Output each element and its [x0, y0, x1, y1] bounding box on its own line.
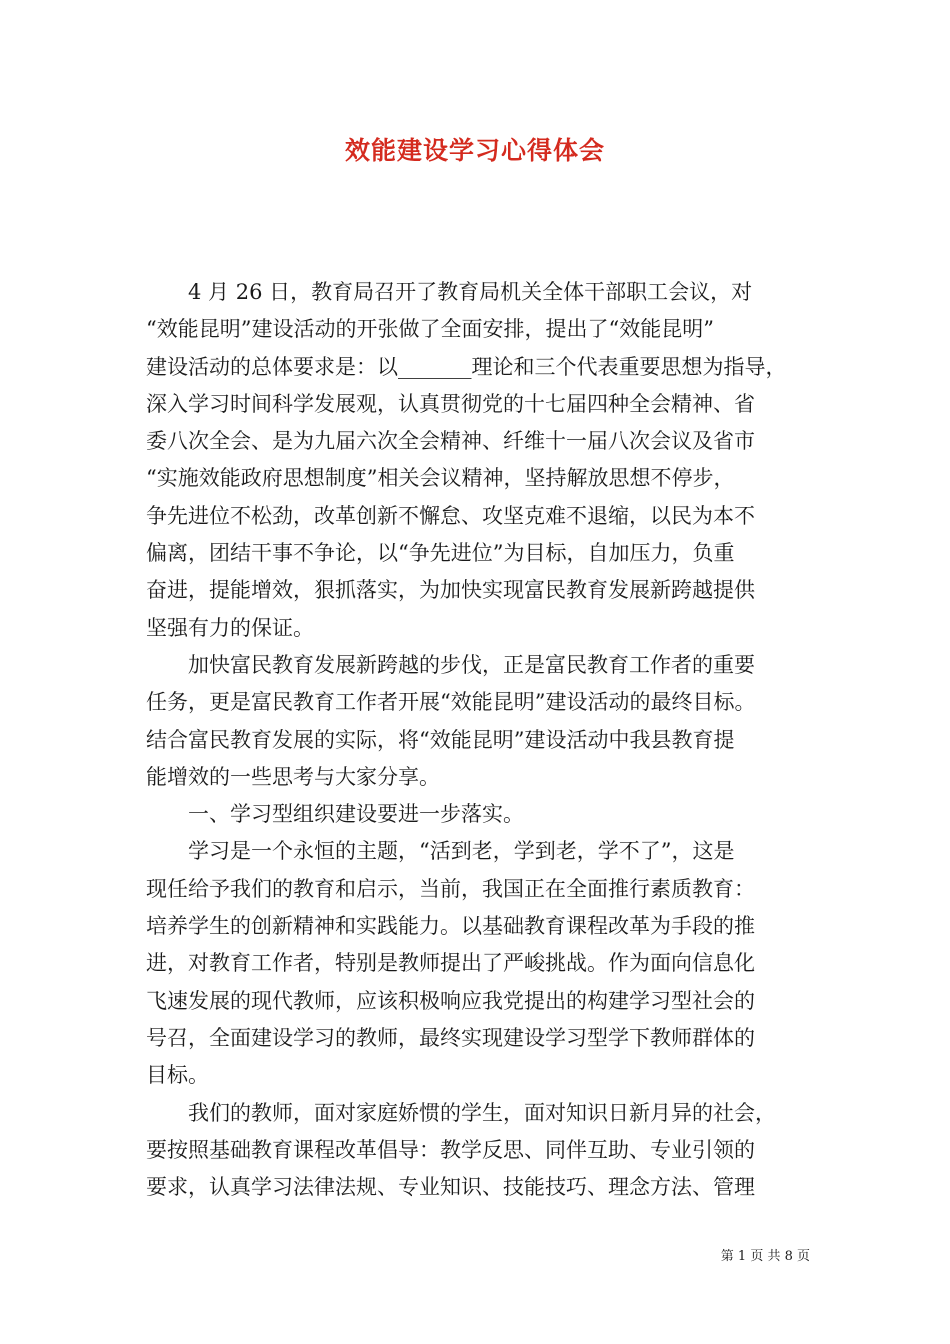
text-line: 加快富民教育发展新跨越的步伐，正是富民教育工作者的重要 — [146, 652, 755, 677]
text-line: 能增效的一些思考与大家分享。 — [146, 764, 440, 789]
document-body — [146, 274, 808, 1206]
text-line: 我们的教师，面对家庭娇惯的学生，面对知识日新月异的社会， — [146, 1100, 776, 1125]
text-line: 奋进，提能增效，狠抓落实，为加快实现富民教育发展新跨越提供 — [146, 578, 755, 603]
page-footer: 第 1 页 共 8 页 — [720, 1249, 810, 1264]
document-title: 效能建设学习心得体会 — [344, 136, 605, 165]
text-line: 要按照基础教育课程改革倡导：教学反思、同伴互助、专业引领的 — [146, 1137, 755, 1162]
text-line: 建设活动的总体要求是：以_______理论和三个代表重要思想为指导， — [146, 354, 787, 379]
text-line: 坚强有力的保证。 — [146, 615, 314, 640]
text-line: 现任给予我们的教育和启示，当前，我国正在全面推行素质教育： — [146, 876, 755, 901]
text-line: “效能昆明”建设活动的开张做了全面安排，提出了“效能昆明” — [146, 317, 714, 342]
text-line: 结合富民教育发展的实际，将“效能昆明”建设活动中我县教育提 — [146, 727, 735, 752]
text-line: 争先进位不松劲，改革创新不懈怠、攻坚克难不退缩，以民为本不 — [146, 503, 755, 528]
text-line: 一、学习型组织建设要进一步落实。 — [146, 802, 524, 827]
text-line: “实施效能政府思想制度”相关会议精神，坚持解放思想不停步， — [146, 466, 735, 491]
text-line: 学习是一个永恒的主题，“活到老，学到老，学不了”，这是 — [146, 839, 735, 864]
text-line: 委八次全会、是为九届六次全会精神、纤维十一届八次会议及省市 — [146, 429, 755, 454]
text-line: 4 月 26 日，教育局召开了教育局机关全体干部职工会议，对 — [146, 280, 753, 304]
text-line: 进，对教育工作者，特别是教师提出了严峻挑战。作为面向信息化 — [146, 951, 755, 976]
text-line: 号召，全面建设学习的教师，最终实现建设学习型学下教师群体的 — [146, 1025, 755, 1050]
text-line: 任务，更是富民教育工作者开展“效能昆明”建设活动的最终目标。 — [146, 690, 756, 715]
text-line: 培养学生的创新精神和实践能力。以基础教育课程改革为手段的推 — [146, 914, 755, 939]
text-line: 目标。 — [146, 1063, 209, 1088]
text-line: 深入学习时间科学发展观，认真贯彻党的十七届四种全会精神、省 — [146, 391, 755, 416]
text-line: 偏离，团结干事不争论，以“争先进位”为目标，自加压力，负重 — [146, 541, 735, 566]
text-line: 飞速发展的现代教师，应该积极响应我党提出的构建学习型社会的 — [146, 988, 755, 1013]
text-line: 要求，认真学习法律法规、专业知识、技能技巧、理念方法、管理 — [146, 1175, 755, 1200]
